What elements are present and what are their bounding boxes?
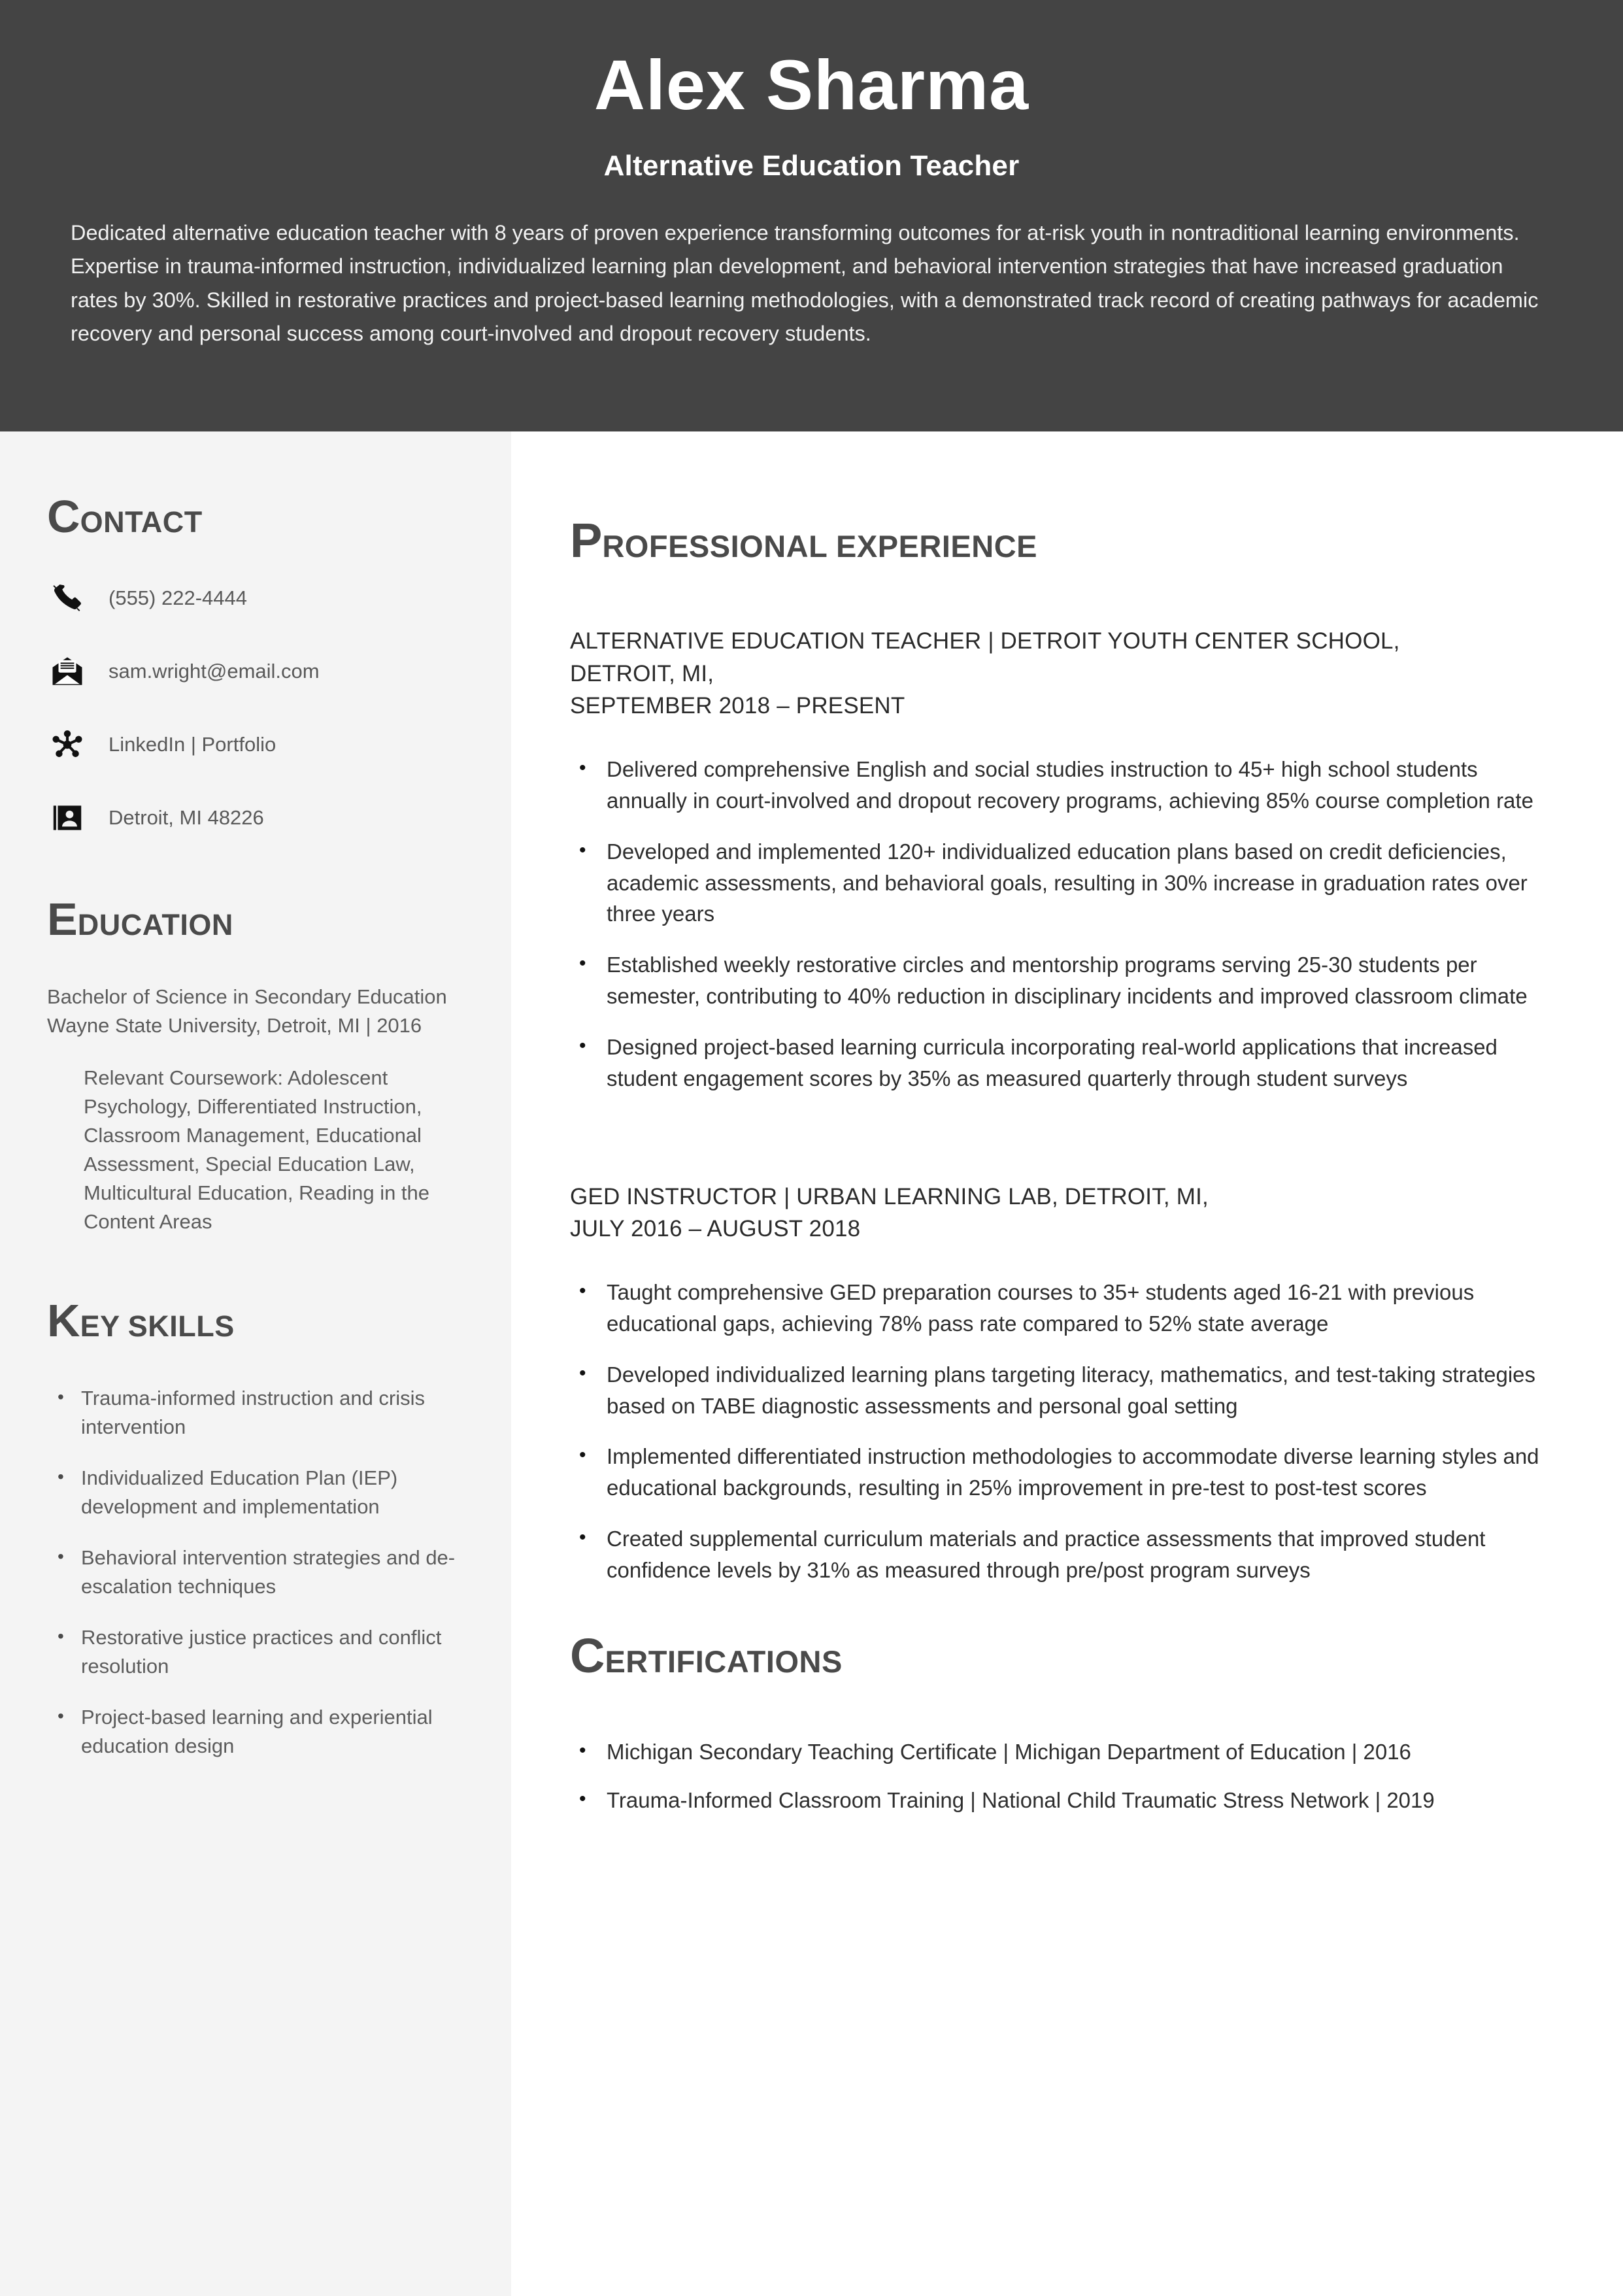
bullet-text: Developed and implemented 120+ individualized education plans based on credit deficiencies, academic assessments, and behavioral goals, resulting in 30% increase in graduation rates over three years: [607, 839, 1528, 926]
bullet-icon: •: [579, 839, 586, 861]
contact-section: [47, 491, 464, 836]
bullet-text: Developed individualized learning plans targeting literacy, mathematics, and test-taking strategies based on TABE diagnostic assessments and personal goal setting: [607, 1362, 1535, 1418]
email-icon: [47, 654, 88, 689]
list-item: [47, 1464, 464, 1521]
education-heading: [47, 894, 464, 945]
certifications-heading-cap: C: [570, 1628, 605, 1683]
education-section: [47, 896, 464, 1236]
list-item: [570, 1785, 1563, 1816]
contact-heading-rest: ONTACT: [80, 505, 203, 539]
skill-label: Behavioral intervention strategies and de-escalation techniques: [81, 1546, 456, 1598]
bullet-icon: •: [579, 1034, 586, 1056]
job-title-line: GED INSTRUCTOR | URBAN LEARNING LAB, DETROIT, MI,: [570, 1183, 1209, 1209]
job-title: Alternative Education Teacher: [603, 149, 1020, 182]
job-entry: [570, 1181, 1563, 1586]
experience-heading-rest: ROFESSIONAL EXPERIENCE: [602, 529, 1038, 564]
list-item: [570, 1523, 1563, 1586]
page-title: Alex Sharma: [594, 45, 1029, 124]
bullet-icon: •: [579, 1362, 586, 1384]
list-item: [570, 1277, 1563, 1340]
certifications-list: [570, 1736, 1563, 1816]
education-school: Wayne State University, Detroit, MI | 2016: [47, 1014, 422, 1038]
bullet-icon: •: [579, 953, 586, 975]
key-skills-heading-cap: K: [47, 1295, 80, 1347]
list-item: [47, 1384, 464, 1442]
bullet-icon: •: [58, 1626, 64, 1647]
certification-text: Michigan Secondary Teaching Certificate | Michigan Department of Education | 2016: [607, 1739, 1411, 1764]
contact-item-links[interactable]: [47, 726, 464, 763]
certification-text: Trauma-Informed Classroom Training | National Child Traumatic Stress Network | 2019: [607, 1787, 1435, 1812]
bullet-text: Created supplemental curriculum materials and practice assessments that improved student confidence levels by 31% as measured through pre/post program surveys: [607, 1527, 1486, 1582]
email-value: sam.wright@email.com: [109, 659, 320, 683]
contact-item-phone[interactable]: [47, 580, 464, 616]
job-header: [570, 625, 1563, 722]
contact-list: [47, 580, 464, 836]
list-item: [570, 1032, 1563, 1094]
job-bullets: [570, 1277, 1563, 1586]
main-content: [511, 431, 1623, 2296]
key-skills-heading-rest: EY SKILLS: [80, 1309, 235, 1343]
section-spacer: [570, 1140, 1563, 1181]
professional-summary: Dedicated alternative education teacher with 8 years of proven experience transforming outcomes for at-risk youth in nontraditional learning environments. Expertise in trauma-informed instruction, individualized learning plan development, and behavioral intervention strategies that have increased graduation rates by 30%. Skilled in restorative practices and project-based learning methodologies, with a demonstrated track record of creating pathways for academic recovery and personal success among court-involved and dropout recovery students.: [71, 220, 1539, 345]
contact-item-email[interactable]: [47, 653, 464, 690]
bullet-icon: •: [58, 1706, 64, 1727]
bullet-icon: •: [579, 1739, 586, 1761]
bullet-text: Taught comprehensive GED preparation courses to 35+ students aged 16-21 with previous educational gaps, achieving 78% pass rate compared to 52% state average: [607, 1280, 1475, 1336]
bullet-icon: •: [579, 1527, 586, 1549]
certifications-heading-rest: ERTIFICATIONS: [605, 1644, 843, 1679]
location-value: Detroit, MI 48226: [109, 805, 264, 829]
network-icon: [47, 728, 88, 762]
list-item: [570, 1736, 1563, 1768]
certifications-section: [570, 1628, 1563, 1816]
job-location-line: DETROIT, MI,: [570, 660, 714, 686]
list-item: [47, 1703, 464, 1761]
links-value: LinkedIn | Portfolio: [109, 732, 276, 756]
skill-label: Individualized Education Plan (IEP) development and implementation: [81, 1466, 398, 1519]
job-bullets: [570, 754, 1563, 1094]
education-heading-rest: DUCATION: [77, 908, 233, 941]
job-date-line: SEPTEMBER 2018 – PRESENT: [570, 693, 905, 719]
list-item: [570, 836, 1563, 930]
experience-heading-cap: P: [570, 513, 603, 567]
bullet-icon: •: [58, 1387, 64, 1408]
education-coursework: Relevant Coursework: Adolescent Psychology, Differentiated Instruction, Classroom Management, Educational Assessment, Special Education Law, Multicultural Education, Reading in the Content Areas: [84, 1066, 430, 1234]
job-entry: [570, 625, 1563, 1094]
list-item: [570, 949, 1563, 1012]
key-skills-section: [47, 1295, 464, 1761]
education-entry: [47, 983, 464, 1236]
bullet-text: Established weekly restorative circles and mentorship programs serving 25-30 students per semester, contributing to 40% reduction in disciplinary incidents and improved classroom climate: [607, 953, 1528, 1009]
phone-icon: [47, 581, 88, 615]
list-item: [570, 1359, 1563, 1422]
bullet-icon: •: [579, 757, 586, 779]
skill-label: Trauma-informed instruction and crisis intervention: [81, 1387, 426, 1439]
bullet-icon: •: [579, 1787, 586, 1810]
skill-label: Project-based learning and experiential education design: [81, 1706, 433, 1758]
experience-section: [570, 513, 1563, 1586]
bullet-icon: •: [579, 1444, 586, 1466]
phone-value: (555) 222-4444: [109, 586, 247, 609]
job-title-line: ALTERNATIVE EDUCATION TEACHER | DETROIT YOUTH CENTER SCHOOL,: [570, 628, 1400, 654]
education-heading-cap: E: [47, 894, 78, 945]
key-skills-list: [47, 1384, 464, 1761]
job-header: [570, 1181, 1563, 1245]
contact-item-location[interactable]: [47, 800, 464, 836]
address-card-icon: [47, 801, 88, 835]
job-date-line: JULY 2016 – AUGUST 2018: [570, 1216, 861, 1242]
bullet-text: Implemented differentiated instruction methodologies to accommodate diverse learning styles and educational backgrounds, resulting in 25% improvement in pre-test to post-test scores: [607, 1444, 1539, 1500]
experience-heading: [570, 513, 1563, 567]
list-item: [47, 1544, 464, 1601]
contact-heading: [47, 491, 464, 542]
contact-heading-cap: C: [47, 491, 80, 542]
bullet-icon: •: [58, 1466, 64, 1487]
bullet-icon: •: [579, 1280, 586, 1302]
sidebar: [0, 431, 511, 2296]
list-item: [570, 1441, 1563, 1504]
list-item: [47, 1623, 464, 1681]
key-skills-heading: [47, 1295, 464, 1347]
skill-label: Restorative justice practices and conflict resolution: [81, 1626, 442, 1678]
bullet-icon: •: [58, 1546, 64, 1567]
education-degree: Bachelor of Science in Secondary Education: [47, 985, 447, 1008]
bullet-text: Delivered comprehensive English and social studies instruction to 45+ high school students annually in court-involved and dropout recovery programs, achieving 85% course completion rate: [607, 757, 1533, 813]
bullet-text: Designed project-based learning curricula incorporating real-world applications that increased student engagement scores by 35% as measured quarterly through student surveys: [607, 1034, 1498, 1090]
certifications-heading: [570, 1628, 1563, 1683]
list-item: [570, 754, 1563, 817]
